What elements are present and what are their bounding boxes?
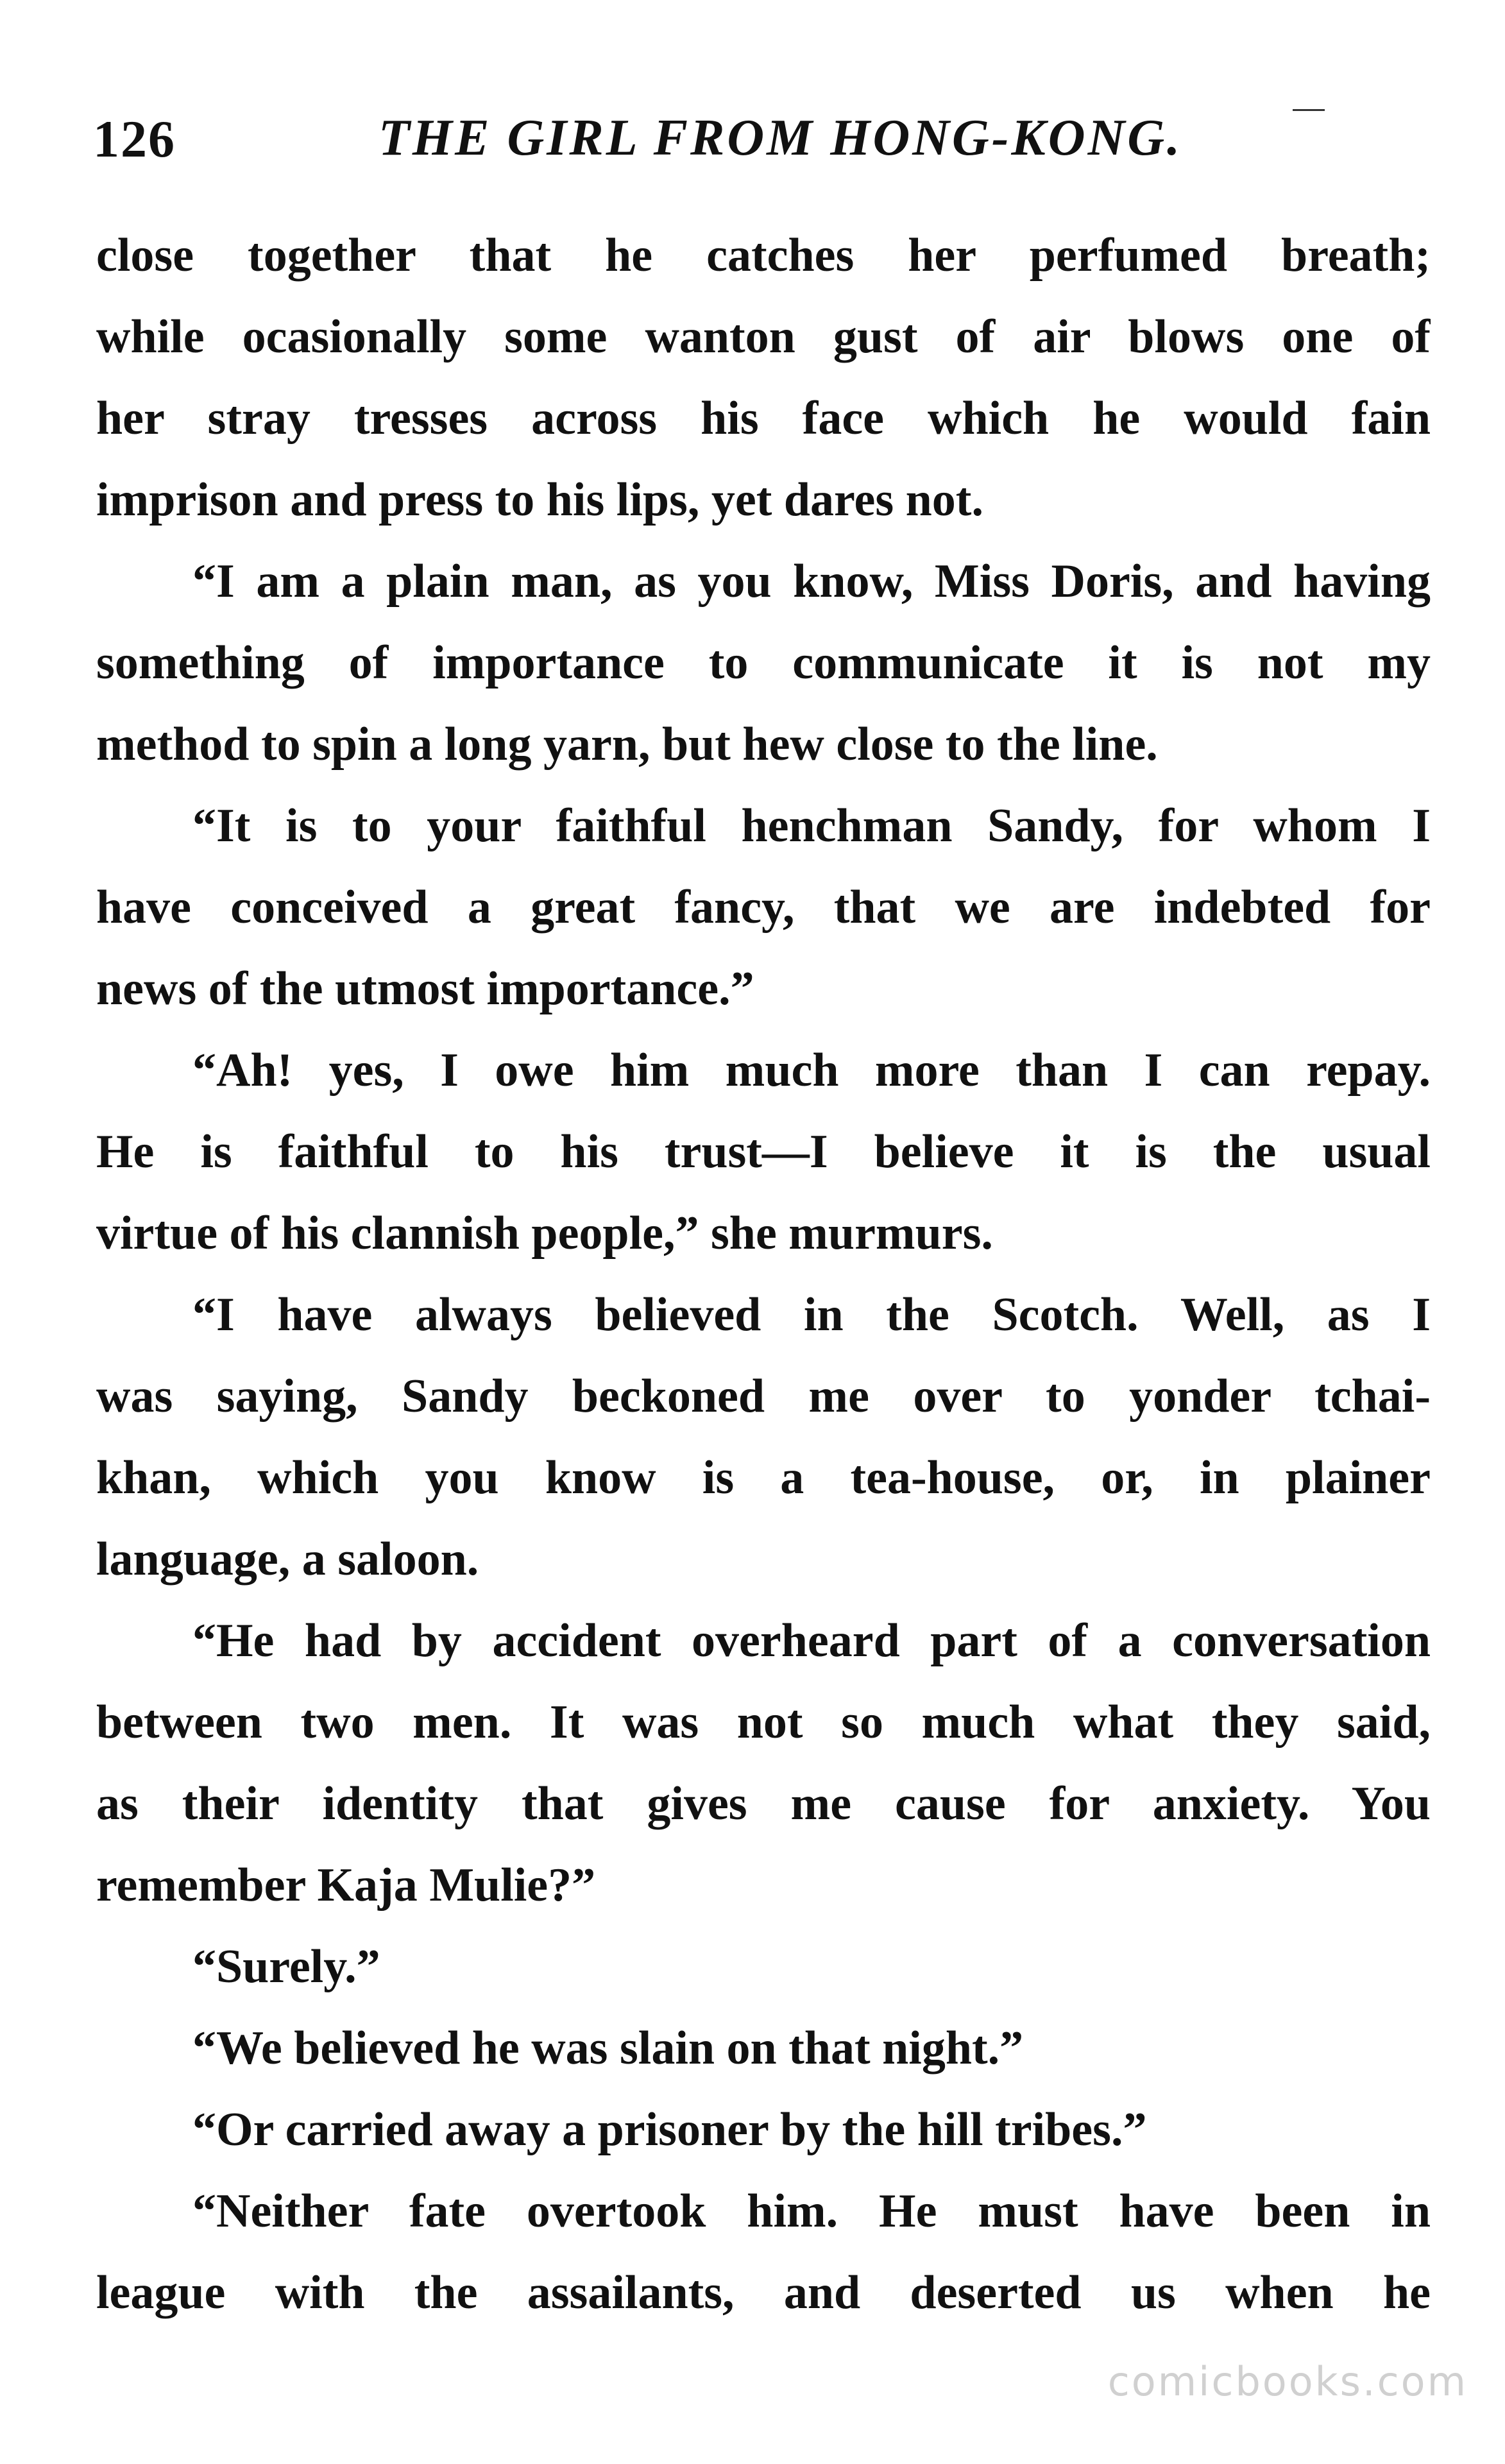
text-line: method to spin a long yarn, but hew close to the line.	[96, 718, 1158, 771]
text-line: “I am a plain man, as you know, Miss Doris, and having	[192, 555, 1431, 608]
text-line: something of importance to communicate it is not my	[96, 637, 1431, 689]
text-line: “Surely.”	[192, 1940, 380, 1993]
text-line: remember Kaja Mulie?”	[96, 1859, 596, 1912]
page-header	[93, 109, 1376, 186]
text-line: was saying, Sandy beckoned me over to yonder tchai-	[96, 1370, 1431, 1423]
text-line: “Neither fate overtook him. He must have been in	[192, 2185, 1431, 2237]
text-line: “I have always believed in the Scotch. Well, as I	[192, 1288, 1431, 1341]
page-number: 126	[93, 110, 176, 168]
running-head: THE GIRL FROM HONG-KONG.	[378, 110, 1183, 166]
text-line: khan, which you know is a tea-house, or, in plainer	[96, 1451, 1431, 1504]
text-line: news of the utmost importance.”	[96, 963, 754, 1015]
watermark: comicbooks.com	[1107, 2358, 1468, 2405]
text-line: “It is to your faithful henchman Sandy, for whom I	[192, 800, 1431, 852]
text-line: while ocasionally some wanton gust of air blows one of	[96, 311, 1431, 363]
header-mark	[1293, 109, 1325, 111]
text-line: her stray tresses across his face which he would fain	[96, 392, 1431, 445]
text-line: close together that he catches her perfumed breath;	[96, 229, 1431, 282]
text-line: league with the assailants, and deserted us when he	[96, 2266, 1431, 2319]
text-line: imprison and press to his lips, yet dares not.	[96, 474, 983, 526]
text-line: virtue of his clannish people,” she murmurs.	[96, 1207, 993, 1260]
text-line: “Or carried away a prisoner by the hill tribes.”	[192, 2103, 1147, 2156]
text-line: “Ah! yes, I owe him much more than I can repay.	[192, 1044, 1431, 1097]
text-line: He is faithful to his trust—I believe it is the usual	[96, 1125, 1431, 1178]
text-line: have conceived a great fancy, that we are indebted for	[96, 881, 1431, 934]
text-line: between two men. It was not so much what they said,	[96, 1696, 1431, 1749]
body-text	[96, 215, 1431, 2334]
text-line: “We believed he was slain on that night.”	[192, 2022, 1024, 2075]
text-line: language, a saloon.	[96, 1533, 479, 1586]
text-line: as their identity that gives me cause for anxiety. You	[96, 1777, 1431, 1830]
text-line: “He had by accident overheard part of a conversation	[192, 1614, 1431, 1667]
